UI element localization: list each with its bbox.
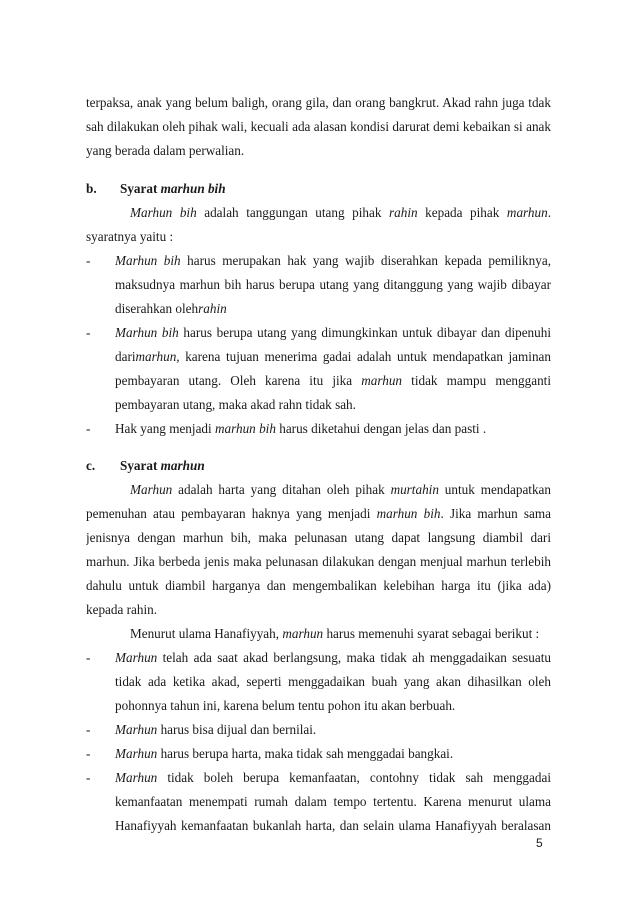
section-c-item-4-line-3: Hanafiyyah kemanfaatan bukanlah harta, dan selain ulama Hanafiyyah beralasan <box>115 818 551 833</box>
section-c-para-line-2: pemenuhan atau pembayaran haknya yang menjadi marhun bih. Jika marhun sama <box>86 506 551 521</box>
section-b-letter: b. <box>86 181 97 196</box>
section-c-item-1-line-3: pohonnya tahun ini, karena belum tentu pohon itu akan berbuah. <box>115 698 456 713</box>
intro-line-3: yang berada dalam perwalian. <box>86 143 245 158</box>
section-c-item-3: Marhun harus berupa harta, maka tidak sah menggadai bangkai. <box>115 746 454 761</box>
list-bullet: - <box>86 746 91 761</box>
section-b-item-2-line-3: pembayaran utang. Oleh karena itu jika marhun tidak mampu mengganti <box>115 373 551 388</box>
list-bullet: - <box>86 770 91 785</box>
page-number: 5 <box>536 836 543 850</box>
section-c-para-line-6: kepada rahin. <box>86 602 158 617</box>
section-b-item-1-line-2: maksudnya marhun bih harus berupa utang yang ditanggung yang wajib dibayar <box>115 277 551 292</box>
list-bullet: - <box>86 722 91 737</box>
section-b-item-1-line-3: diserahkan olehrahin <box>115 301 227 316</box>
section-b-item-2-line-1: Marhun bih harus berupa utang yang dimungkinkan untuk dibayar dan dipenuhi <box>115 325 551 340</box>
section-b-item-1-line-1: Marhun bih harus merupakan hak yang wajib diserahkan kepada pemiliknya, <box>115 253 551 268</box>
list-bullet: - <box>86 421 91 436</box>
list-bullet: - <box>86 253 91 268</box>
section-c-item-1-line-2: tidak ada ketika akad, seperti menggadaikan buah yang akan dihasilkan oleh <box>115 674 551 689</box>
section-c-para-line-3: jenisnya dengan marhun bih, maka pelunasan utang dapat langsung diambil dari <box>86 530 551 545</box>
section-c-letter: c. <box>86 458 96 473</box>
section-b-title: Syarat marhun bih <box>120 181 226 196</box>
section-c-item-4-line-1: Marhun tidak boleh berupa kemanfaatan, contohny tidak sah menggadai <box>115 770 551 785</box>
section-b-para-line-2: syaratnya yaitu : <box>86 229 174 244</box>
section-c-para-line-1: Marhun adalah harta yang ditahan oleh pihak murtahin untuk mendapatkan <box>130 482 551 497</box>
section-c-para-line-7: Menurut ulama Hanafiyyah, marhun harus memenuhi syarat sebagai berikut : <box>130 626 540 641</box>
section-c-para-line-4: marhun. Jika berbeda jenis maka pelunasan dilakukan dengan menjual marhun terlebih <box>86 554 551 569</box>
section-c-title: Syarat marhun <box>120 458 205 473</box>
list-bullet: - <box>86 650 91 665</box>
section-b-item-3: Hak yang menjadi marhun bih harus diketahui dengan jelas dan pasti . <box>115 421 487 436</box>
section-b-para-line-1: Marhun bih adalah tanggungan utang pihak rahin kepada pihak marhun. <box>130 205 551 220</box>
section-c-item-1-line-1: Marhun telah ada saat akad berlangsung, maka tidak ah menggadaikan sesuatu <box>115 650 551 665</box>
list-bullet: - <box>86 325 91 340</box>
section-b-item-2-line-2: darimarhun, karena tujuan menerima gadai adalah untuk mendapatkan jaminan <box>115 349 551 364</box>
section-b-item-2-line-4: pembayaran utang, maka akad rahn tidak sah. <box>115 397 356 412</box>
section-c-para-line-5: dahulu untuk diambil harganya dan mengembalikan kelebihan harga itu (jika ada) <box>86 578 551 593</box>
section-c-item-4-line-2: kemanfaatan menempati rumah dalam tempo tertentu. Karena menurut ulama <box>115 794 551 809</box>
intro-line-2: sah dilakukan oleh pihak wali, kecuali ada alasan kondisi darurat demi kebaikan si anak <box>86 119 551 134</box>
section-c-item-2: Marhun harus bisa dijual dan bernilai. <box>115 722 317 737</box>
intro-line-1: terpaksa, anak yang belum baligh, orang gila, dan orang bangkrut. Akad rahn juga tdak <box>86 95 551 110</box>
